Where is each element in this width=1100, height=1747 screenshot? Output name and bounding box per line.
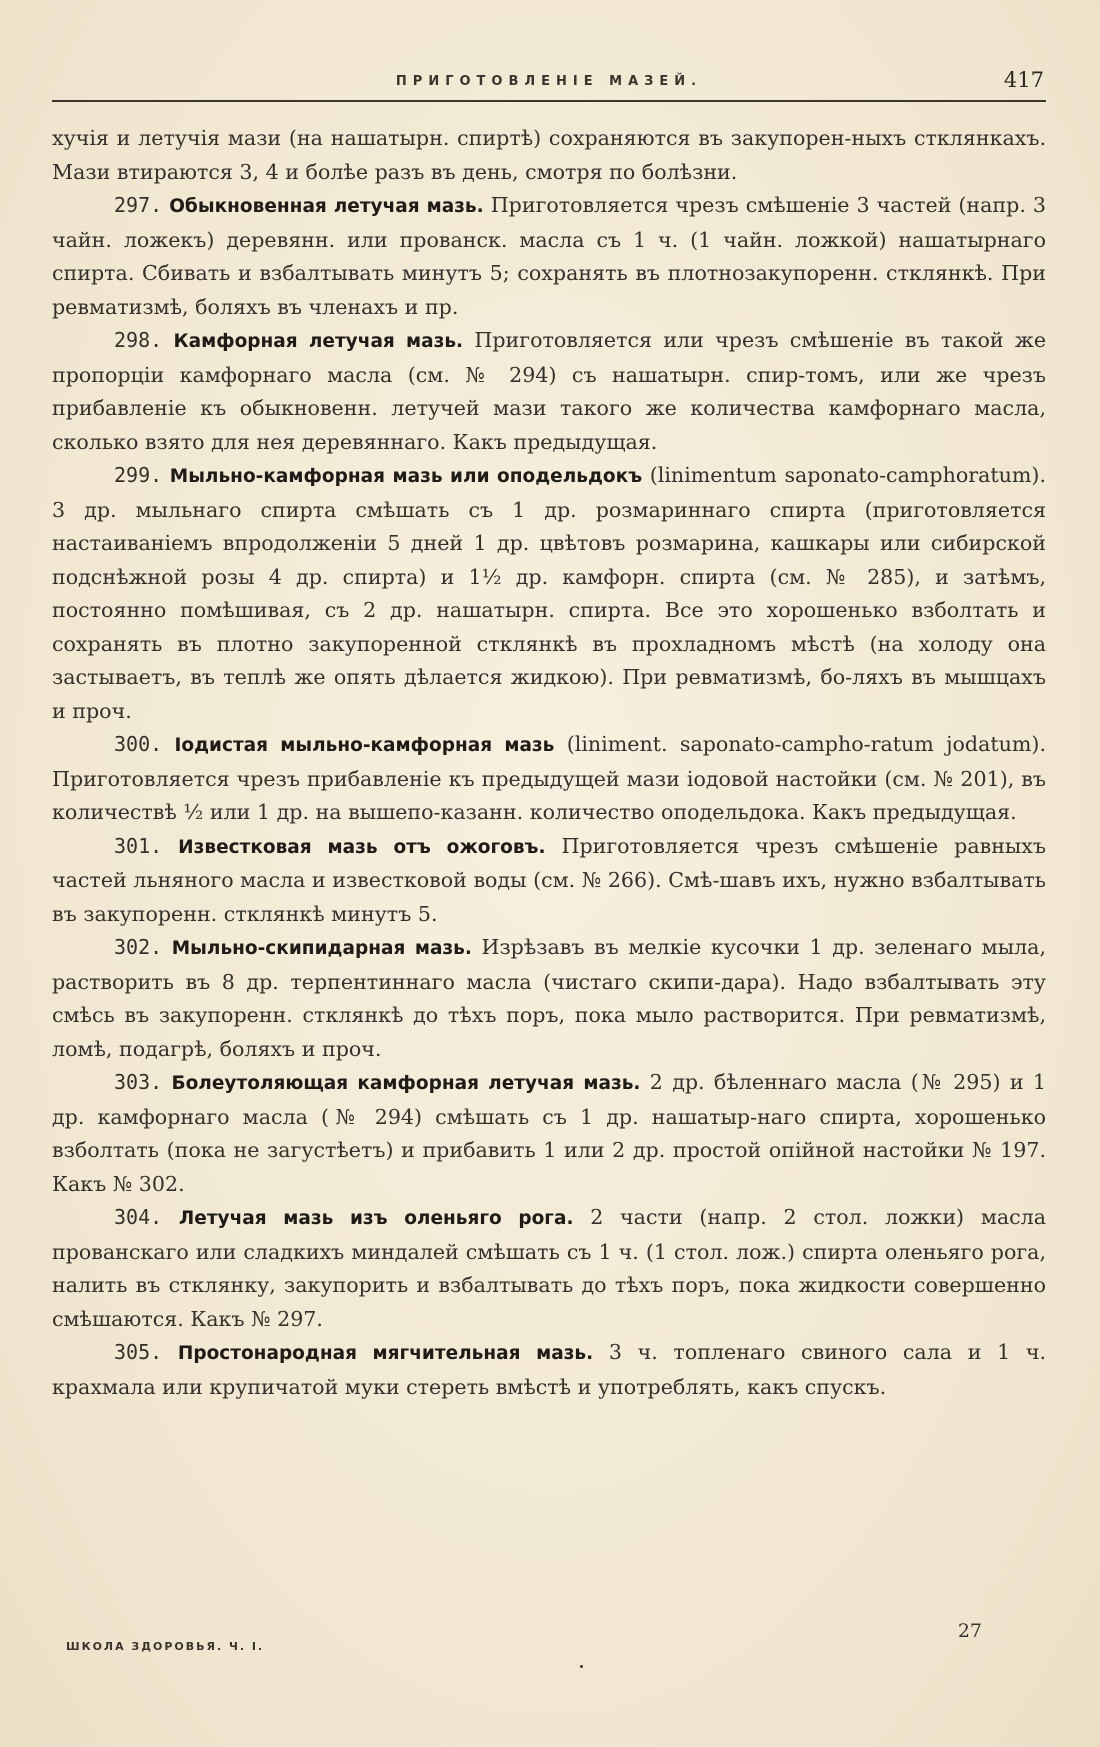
recipe-300: [52, 728, 1046, 830]
page-footer: [52, 1620, 1046, 1660]
recipe-text: 2 части (напр. 2 стол. ложки) масла прованскаго или сладкихъ миндалей смѣшать съ 1 ч. (1 стол. лож.) спирта оленьяго рога, налить въ стклянку, закупорить и взбалтывать до тѣхъ поръ, пока жидкости совершенно смѣшаются. Какъ № 297.: [52, 1205, 1047, 1331]
page-number: 417: [1003, 68, 1044, 92]
intro-paragraph: хучія и летучія мази (на нашатырн. спиртѣ) сохраняются въ закупорен-ныхъ стклянкахъ. Мази втираются 3, 4 и болѣе разъ въ день, смотря по болѣзни.: [52, 126, 1046, 184]
recipe-304: [52, 1201, 1046, 1336]
recipe-number: 303.: [114, 1070, 163, 1094]
recipe-number: 302.: [114, 935, 163, 959]
print-speck: [580, 1665, 583, 1668]
recipe-number: 299.: [114, 463, 163, 487]
recipe-text: 2 др. бѣленнаго масла (№ 295) и 1 др. камфорнаго масла (№ 294) смѣшать съ 1 др. нашатыр-наго спирта, хорошенько взболтать (пока не загустѣетъ) и прибавить 1 или 2 др. простой опійной настойки № 197. Какъ № 302.: [52, 1070, 1046, 1196]
recipe-298: [52, 324, 1046, 459]
recipe-text: (liniment. saponato-campho-ratum jodatum). Приготовляется чрезъ прибавленіе къ предыдущей мази іодовой настойки (см. № 201), въ количествѣ ½ или 1 др. на вышепо-казанн. количество оподельдока. Какъ предыдущая.: [52, 732, 1047, 824]
signature-mark: ШКОЛА ЗДОРОВЬЯ. Ч. I.: [66, 1640, 265, 1653]
recipe-text: Приготовляется чрезъ смѣшеніе 3 частей (напр. 3 чайн. ложекъ) деревянн. или прованск. масла съ 1 ч. (1 чайн. ложкой) нашатырнаго спирта. Сбивать и взбалтывать минутъ 5; сохранять въ плотнозакупоренн. стклянкѣ. При ревматизмѣ, боляхъ въ членахъ и пр.: [52, 193, 1047, 319]
recipe-text: Изрѣзавъ въ мелкіе кусочки 1 др. зеленаго мыла, растворить въ 8 др. терпентиннаго масла (чистаго скипи-дара). Надо взбалтывать эту смѣсь въ закупоренн. стклянкѣ до тѣхъ поръ, пока мыло растворится. При ревматизмѣ, ломѣ, подагрѣ, боляхъ и проч.: [52, 935, 1046, 1061]
recipe-text: (linimentum saponato-camphoratum). 3 др. мыльнаго спирта смѣшать съ 1 др. розмариннаго спирта (приготовляется настаиваніемъ впродолженіи 5 дней 1 др. цвѣтовъ розмарина, кашкары или сибирской подснѣжной розы 4 др. спирта) и 1½ др. камфорн. спирта (см. № 285), и затѣмъ, постоянно помѣшивая, съ 2 др. нашатырн. спирта. Все это хорошенько взболтать и сохранять въ плотно закупоренной стклянкѣ въ прохладномъ мѣстѣ (на холоду она застываетъ, въ теплѣ же опять дѣлается жидкою). При ревматизмѣ, бо-ляхъ въ мышцахъ и проч.: [52, 463, 1046, 723]
recipe-title: Мыльно-скипидарная мазь.: [171, 938, 472, 959]
recipe-title: Іодистая мыльно-камфорная мазь: [174, 735, 555, 756]
recipe-number: 305.: [114, 1340, 163, 1364]
recipe-title: Обыкновенная летучая мазь.: [169, 196, 484, 217]
recipe-number: 301.: [114, 833, 163, 858]
recipe-title: Известковая мазь отъ ожоговъ.: [178, 836, 546, 858]
recipe-title: Летучая мазь изъ оленьяго рога.: [178, 1208, 574, 1229]
running-title: ПРИГОТОВЛЕНІЕ МАЗЕЙ.: [395, 74, 703, 89]
recipe-title: Болеутоляющая камфорная летучая мазь.: [171, 1073, 641, 1094]
page-body: [52, 122, 1046, 1404]
recipe-301: [52, 830, 1046, 932]
recipe-303: [52, 1066, 1046, 1201]
recipe-number: 298.: [114, 328, 163, 352]
recipe-title: Простонародная мягчительная мазь.: [177, 1343, 594, 1364]
recipe-299: [52, 459, 1046, 728]
recipe-text: 3 ч. топленаго свиного сала и 1 ч. крахмала или крупичатой муки стереть вмѣстѣ и употреблять, какъ спускъ.: [52, 1340, 1047, 1399]
recipe-title: Камфорная летучая мазь.: [173, 331, 464, 352]
recipe-number: 300.: [114, 732, 163, 756]
recipe-305: [52, 1336, 1046, 1404]
recipe-text: Приготовляется чрезъ смѣшеніе равныхъ частей льняного масла и известковой воды (см. № 266). Смѣ-шавъ ихъ, нужно взбалтывать въ закупоренн. стклянкѣ минутъ 5.: [52, 833, 1047, 926]
recipe-302: [52, 931, 1046, 1066]
recipe-title: Мыльно-камфорная мазь или оподельдокъ: [169, 466, 643, 487]
recipe-number: 304.: [114, 1205, 163, 1229]
recipe-297: [52, 189, 1046, 324]
recipe-number: 297.: [114, 193, 163, 217]
page-header: [52, 64, 1046, 102]
recipe-text: Приготовляется или чрезъ смѣшеніе въ такой же пропорціи камфорнаго масла (см. № 294) съ нашатырн. спир-томъ, или же чрезъ прибавленіе къ обыкновенн. летучей мази такого же количества камфорнаго масла, сколько взято для нея деревяннаго. Какъ предыдущая.: [52, 328, 1047, 454]
sheet-number: 27: [957, 1620, 982, 1642]
